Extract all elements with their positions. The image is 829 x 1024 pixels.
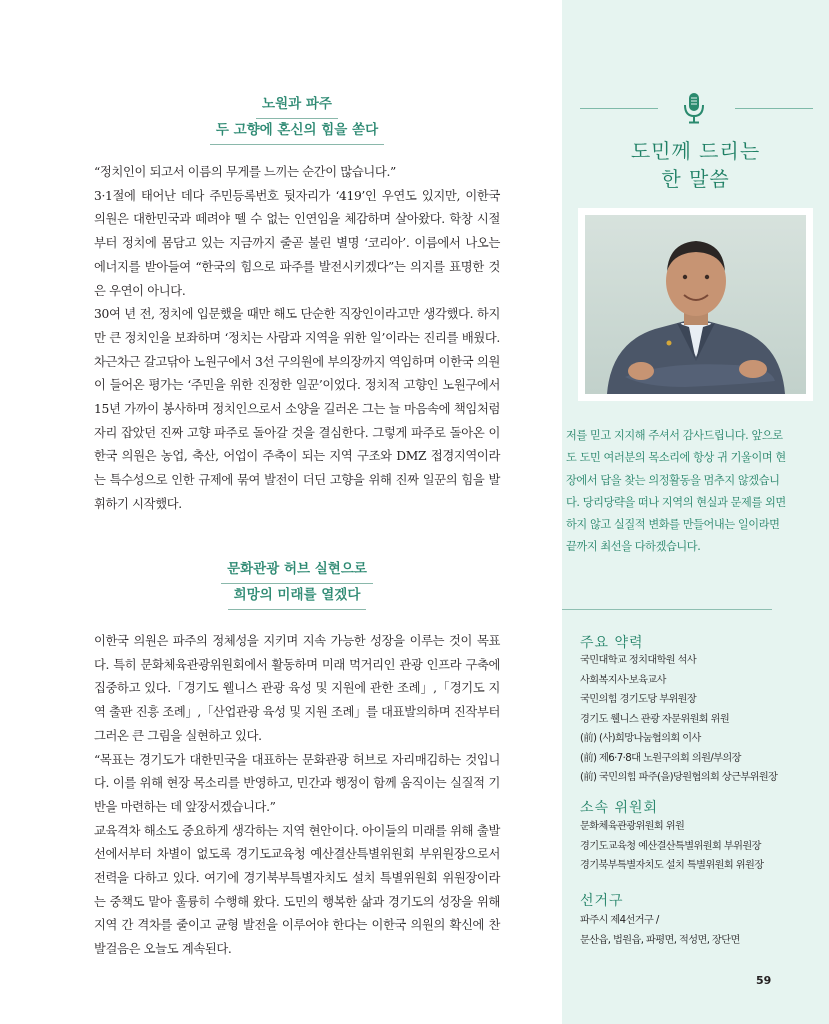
- district-item: 파주시 제4선거구 /: [580, 915, 659, 926]
- section2-paragraph: 교육격차 해소도 중요하게 생각하는 지역 현안이다. 아이들의 미래를 위해 출발선에서부터 차별이 없도록 경기도교육청 예산결산특별위원회 부위원장으로서 전력을 다하고 있다. 여기에 경기북부특별자치도 설치 특별위원회 위원장이라는 중책도 맡아 훌륭히 수행해 왔다. 도민의 행복한 삶과 경기도의 성장을 위해 지역 간 격차를 줄이고 균형 발전을 이루어야 한다는 이한국 의원의 확신에 찬 발걸음은 오늘도 계속된다.: [94, 823, 500, 957]
- sidebar-panel: [562, 0, 829, 1024]
- career-list: [580, 651, 777, 788]
- section1-heading-line2: 두 고향에 혼신의 힘을 쏟다: [210, 119, 384, 145]
- section2-heading: [94, 558, 500, 610]
- microphone-icon: [679, 92, 709, 124]
- section1-body: [94, 161, 500, 517]
- career-item: (前) (사)희망나눔협의회 이사: [580, 733, 701, 744]
- career-item: (前) 국민의힘 파주(을)당원협의회 상근부위원장: [580, 772, 778, 783]
- divider-line: [735, 108, 813, 109]
- portrait-illustration: [585, 215, 806, 394]
- district-heading: 선거구: [580, 893, 624, 909]
- committee-item: 경기북부특별자치도 설치 특별위원회 위원장: [580, 860, 764, 871]
- district-item: 문산읍, 법원읍, 파평면, 적성면, 장단면: [580, 934, 740, 946]
- section2-heading-line1: 문화관광 허브 실현으로: [221, 558, 373, 584]
- career-item: 사회복지사·보육교사: [580, 674, 666, 686]
- section1-heading: [94, 93, 500, 145]
- section-divider: [562, 609, 772, 610]
- career-item: 경기도 웰니스 관광 자문위원회 위원: [580, 713, 730, 725]
- divider-line: [580, 108, 658, 109]
- committee-list: [580, 817, 764, 876]
- career-item: (前) 제6·7·8대 노원구의회 의원/부의장: [580, 752, 741, 764]
- section2-heading-line2: 희망의 미래를 열겠다: [228, 584, 367, 610]
- microphone-divider: [580, 92, 813, 124]
- greeting-line: 한 말씀: [661, 167, 730, 191]
- career-item: 국민대학교 정치대학원 석사: [580, 655, 697, 666]
- page-number: 59: [756, 974, 772, 987]
- greeting-line: 도민께 드리는: [630, 139, 761, 163]
- committee-item: 경기도교육청 예산결산특별위원회 부위원장: [580, 840, 761, 852]
- section2-paragraph: “목표는 경기도가 대한민국을 대표하는 문화관광 허브로 자리매김하는 것입니다. 이를 위해 현장 목소리를 반영하고, 민간과 행정이 함께 움직이는 실질적 기반을 마련하는 데 앞장서겠습니다.”: [94, 752, 500, 814]
- district-list: [580, 911, 740, 950]
- portrait-photo: [578, 208, 813, 401]
- committee-heading: 소속 위원회: [580, 800, 659, 816]
- section2-paragraph: 이한국 의원은 파주의 정체성을 지키며 지속 가능한 성장을 이루는 것이 목표다. 특히 문화체육관광위원회에서 활동하며 미래 먹거리인 관광 인프라 구축에 집중하고 있다.「경기도 웰니스 관광 육성 및 지원에 관한 조례」,「경기도 지역 출판 진흥 조례」,「산업관광 육성 및 지원 조례」를 대표발의하며 진작부터 그러온 큰 그림을 실현하고 있다.: [94, 634, 500, 743]
- section1-paragraph: “정치인이 되고서 이름의 무게를 느끼는 순간이 많습니다.”: [94, 165, 396, 179]
- section1-heading-line1: 노원과 파주: [256, 93, 338, 119]
- career-heading: 주요 약력: [580, 635, 644, 651]
- career-item: 국민의힘 경기도당 부위원장: [580, 694, 697, 705]
- greeting-message: 저를 믿고 지지해 주셔서 감사드립니다. 앞으로도 도민 여러분의 목소리에 항상 귀 기울이며 현장에서 답을 찾는 의정활동을 멈추지 않겠습니다. 당리당략을 떠나 지역의 현실과 문제를 외면하지 않고 실질적 변화를 만들어내는 일이라면 끝까지 최선을 다하겠습니다.: [566, 429, 786, 554]
- section2-body: [94, 630, 500, 962]
- article-column: [94, 0, 500, 1024]
- section1-paragraph: 30여 년 전, 정치에 입문했을 때만 해도 단순한 직장인이라고만 생각했다. 하지만 큰 정치인을 보좌하며 ‘정치는 사람과 지역을 위한 일’이라는 진리를 배웠다. 차근차근 갈고닦아 노원구에서 3선 구의원에 부의장까지 역임하며 이한국 의원이 들어온 평가는 ‘주민을 위한 진정한 일꾼’이었다. 정치적 고향인 노원구에서 15년 가까이 봉사하며 정치인으로서 소양을 길러온 그는 늘 마음속에 책임처럼 자리 잡았던 진짜 고향 파주로 돌아갈 것을 결심한다. 그렇게 파주로 돌아온 이한국 의원은 농업, 축산, 어업이 주축이 되는 지역 구조와 DMZ 접경지역이라는 특수성으로 인한 규제에 묶여 발전이 더딘 고향을 위해 진짜 일꾼의 힘을 발휘하기 시작했다.: [94, 307, 500, 511]
- greeting-title: [562, 137, 829, 193]
- committee-item: 문화체육관광위원회 위원: [580, 821, 685, 832]
- section1-paragraph: 3·1절에 태어난 데다 주민등록번호 뒷자리가 ‘419’인 우연도 있지만, 이한국 의원은 대한민국과 떼려야 뗄 수 없는 인연임을 체감하며 살아왔다. 학창 시절부터 정치에 몸담고 있는 지금까지 줄곧 불린 별명 ‘코리아’. 이름에서 나오는 에너지를 받아들여 “한국의 힘으로 파주를 발전시키겠다”는 의지를 표명한 것은 우연이 아니다.: [94, 188, 500, 298]
